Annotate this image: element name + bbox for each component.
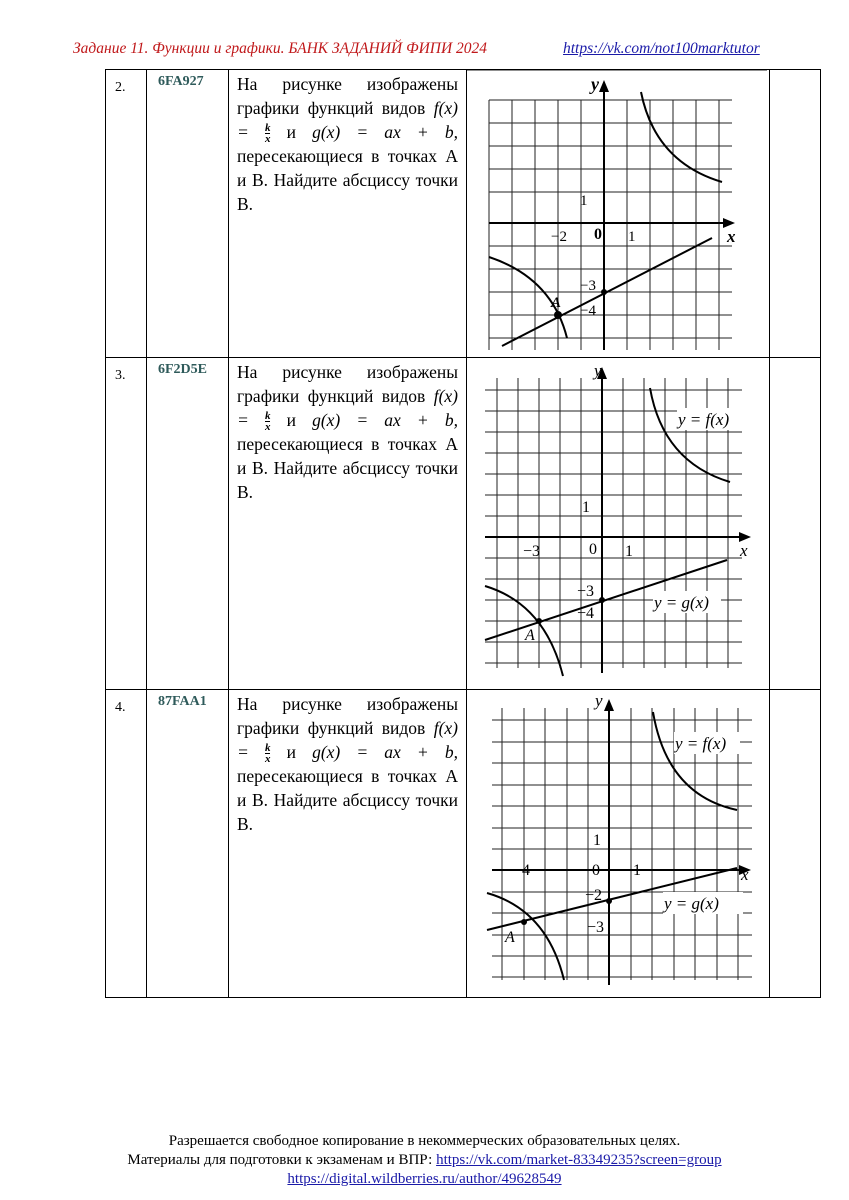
svg-text:1: 1 <box>633 862 641 879</box>
tasks-table <box>105 69 821 998</box>
svg-text:1: 1 <box>582 499 590 516</box>
graph-task-2 <box>467 70 769 352</box>
answer-cell[interactable] <box>770 70 821 358</box>
task-row <box>106 70 821 358</box>
svg-text:y: y <box>591 74 599 94</box>
fraction-k-over-x: $\frac{k}{x}$ <box>264 742 271 766</box>
task-statement: На рисунке изображены графики функций видов f(x) = $\frac{k}{x}$ и g(x) = ax + b, пересекающиеся в точках A и B. Найдите абсциссу точки B. <box>237 694 458 835</box>
footer-link-vk[interactable]: https://vk.com/market-83349235?screen=group <box>436 1152 722 1168</box>
task-row <box>106 690 821 998</box>
answer-cell[interactable] <box>770 358 821 690</box>
graph-task-4 <box>467 690 769 992</box>
svg-text:y: y <box>594 361 602 380</box>
fraction-k-over-x: $\frac{k}{x}$ <box>264 410 271 434</box>
task-statement: На рисунке изображены графики функций видов f(x) = $\frac{k}{x}$ и g(x) = ax + b, пересекающиеся в точках A и B. Найдите абсциссу точки B. <box>237 362 458 503</box>
svg-text:A: A <box>525 627 535 644</box>
svg-text:−2: −2 <box>585 887 603 904</box>
svg-text:0: 0 <box>589 541 597 558</box>
task-number: 2. <box>115 80 126 95</box>
svg-text:1: 1 <box>628 229 636 245</box>
task-code[interactable]: 87FAA1 <box>158 694 207 709</box>
svg-text:1: 1 <box>580 193 588 209</box>
task-code[interactable]: 6F2D5E <box>158 362 207 377</box>
answer-cell[interactable] <box>770 690 821 998</box>
point-a <box>554 311 562 319</box>
svg-text:−4: −4 <box>580 303 596 319</box>
svg-text:A: A <box>551 295 562 311</box>
svg-text:1: 1 <box>593 832 601 849</box>
task-row <box>106 358 821 690</box>
svg-text:x: x <box>740 541 748 560</box>
svg-text:y: y <box>595 691 603 710</box>
svg-text:x: x <box>741 865 749 884</box>
svg-text:−3: −3 <box>587 919 605 936</box>
footer-link-wildberries[interactable]: https://digital.wildberries.ru/author/49628549 <box>287 1171 562 1187</box>
header-title: Задание 11. Функции и графики. БАНК ЗАДАНИЙ ФИПИ 2024 <box>73 40 488 57</box>
svg-text:A: A <box>505 929 515 946</box>
label-g: y = g(x) <box>664 894 719 913</box>
label-f: y = f(x) <box>675 734 727 753</box>
task-number: 4. <box>115 700 126 715</box>
svg-text:x: x <box>727 227 736 246</box>
svg-text:0: 0 <box>594 226 602 243</box>
task-code[interactable]: 6FA927 <box>158 74 204 89</box>
label-f: y = f(x) <box>678 410 730 429</box>
svg-text:0: 0 <box>592 862 600 879</box>
svg-text:−4: −4 <box>513 862 531 879</box>
task-statement: На рисунке изображены графики функций видов f(x) = $\frac{k}{x}$ и g(x) = ax + b, пересекающиеся в точках A и B. Найдите абсциссу точки B. <box>237 74 458 215</box>
svg-text:−3: −3 <box>577 583 595 600</box>
graph-task-3 <box>467 358 769 684</box>
svg-text:−3: −3 <box>523 543 541 560</box>
footer-materials: Материалы для подготовки к экзаменам и ВПР: https://vk.com/market-83349235?screen=group <box>127 1152 722 1168</box>
svg-text:1: 1 <box>625 543 633 560</box>
svg-text:−4: −4 <box>577 605 595 622</box>
fraction-k-over-x: $\frac{k}{x}$ <box>264 122 271 146</box>
task-number: 3. <box>115 368 126 383</box>
point-a <box>521 919 527 925</box>
page-footer <box>0 1132 849 1189</box>
hyperbola-branch-lower <box>487 893 564 980</box>
header-link[interactable]: https://vk.com/not100marktutor <box>563 40 760 57</box>
svg-text:−2: −2 <box>551 229 567 245</box>
point-a <box>536 618 542 624</box>
hyperbola-branch-upper <box>650 388 730 482</box>
footer-notice: Разрешается свободное копирование в некоммерческих образовательных целях. <box>168 1133 681 1149</box>
label-g: y = g(x) <box>654 593 709 612</box>
svg-text:−3: −3 <box>580 278 596 294</box>
